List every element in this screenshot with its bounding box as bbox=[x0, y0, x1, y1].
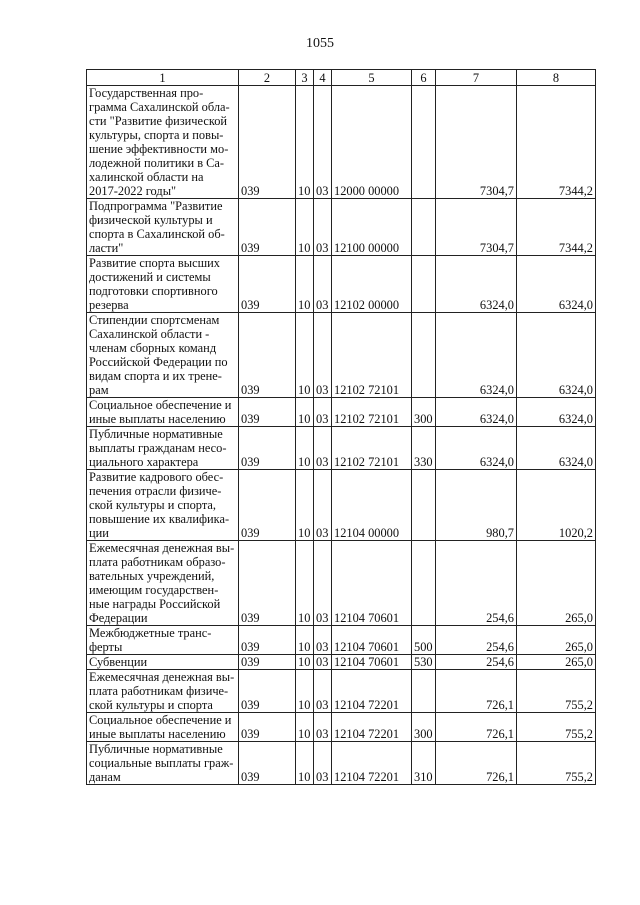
row-cell-c5: 12104 70601 bbox=[332, 626, 412, 655]
row-name-line: повышение их квалифика- bbox=[89, 512, 230, 526]
row-name-line: Подпрограмма "Развитие bbox=[89, 199, 223, 213]
row-name-cell bbox=[87, 398, 239, 427]
row-cell-c2: 039 bbox=[239, 199, 296, 256]
row-name-line: Стипендии спортсменам bbox=[89, 313, 220, 327]
row-name-line: Публичные нормативные bbox=[89, 427, 223, 441]
row-cell-c2: 039 bbox=[239, 655, 296, 670]
row-cell-c8: 6324,0 bbox=[517, 256, 596, 313]
row-name-line: рам bbox=[89, 383, 109, 397]
row-cell-c8: 265,0 bbox=[517, 655, 596, 670]
row-cell-c4: 03 bbox=[314, 626, 332, 655]
row-name-line: Развитие спорта высших bbox=[89, 256, 220, 270]
row-cell-c5: 12104 70601 bbox=[332, 541, 412, 626]
row-cell-c4: 03 bbox=[314, 427, 332, 470]
row-cell-c8: 6324,0 bbox=[517, 427, 596, 470]
row-name-cell bbox=[87, 256, 239, 313]
row-name-line: подготовки спортивного bbox=[89, 284, 218, 298]
row-cell-c5: 12102 72101 bbox=[332, 398, 412, 427]
table-row bbox=[87, 470, 596, 541]
row-cell-c7: 7304,7 bbox=[436, 86, 517, 199]
row-name-line: резерва bbox=[89, 298, 129, 312]
row-cell-c7: 6324,0 bbox=[436, 256, 517, 313]
header-row bbox=[87, 70, 596, 86]
table-row bbox=[87, 256, 596, 313]
row-cell-c5: 12102 72101 bbox=[332, 313, 412, 398]
table-row bbox=[87, 313, 596, 398]
row-name-line: спорта в Сахалинской об- bbox=[89, 227, 225, 241]
row-cell-c7: 726,1 bbox=[436, 742, 517, 785]
row-cell-c6: 310 bbox=[412, 742, 436, 785]
row-name-line: иные выплаты населению bbox=[89, 727, 226, 741]
row-name-line: грамма Сахалинской обла- bbox=[89, 100, 230, 114]
row-cell-c4: 03 bbox=[314, 742, 332, 785]
row-cell-c6: 300 bbox=[412, 398, 436, 427]
row-name-line: ные награды Российской bbox=[89, 597, 221, 611]
header-cell: 1 bbox=[87, 70, 239, 86]
row-cell-c6 bbox=[412, 86, 436, 199]
row-name-line: Развитие кадрового обес- bbox=[89, 470, 224, 484]
row-cell-c3: 10 bbox=[296, 86, 314, 199]
row-name-line: Публичные нормативные bbox=[89, 742, 223, 756]
row-name-cell bbox=[87, 670, 239, 713]
row-cell-c5: 12102 00000 bbox=[332, 256, 412, 313]
header-cell: 7 bbox=[436, 70, 517, 86]
row-cell-c3: 10 bbox=[296, 626, 314, 655]
row-name-line: шение эффективности мо- bbox=[89, 142, 229, 156]
row-cell-c7: 726,1 bbox=[436, 670, 517, 713]
row-cell-c8: 6324,0 bbox=[517, 398, 596, 427]
header-cell: 8 bbox=[517, 70, 596, 86]
row-cell-c6: 530 bbox=[412, 655, 436, 670]
row-cell-c2: 039 bbox=[239, 427, 296, 470]
row-cell-c3: 10 bbox=[296, 470, 314, 541]
row-cell-c4: 03 bbox=[314, 86, 332, 199]
row-cell-c8: 7344,2 bbox=[517, 199, 596, 256]
row-name-line: данам bbox=[89, 770, 121, 784]
table-row bbox=[87, 398, 596, 427]
row-name-line: Федерации bbox=[89, 611, 148, 625]
row-name-line: ферты bbox=[89, 640, 123, 654]
row-cell-c3: 10 bbox=[296, 742, 314, 785]
row-name-line: культуры, спорта и повы- bbox=[89, 128, 224, 142]
row-name-line: Российской Федерации по bbox=[89, 355, 228, 369]
table-row bbox=[87, 541, 596, 626]
table-row bbox=[87, 713, 596, 742]
table-row bbox=[87, 86, 596, 199]
row-cell-c3: 10 bbox=[296, 541, 314, 626]
row-cell-c2: 039 bbox=[239, 670, 296, 713]
row-name-cell bbox=[87, 541, 239, 626]
row-cell-c6 bbox=[412, 199, 436, 256]
row-cell-c4: 03 bbox=[314, 398, 332, 427]
row-cell-c2: 039 bbox=[239, 313, 296, 398]
row-cell-c7: 254,6 bbox=[436, 541, 517, 626]
table-row bbox=[87, 742, 596, 785]
row-cell-c5: 12104 70601 bbox=[332, 655, 412, 670]
row-cell-c2: 039 bbox=[239, 713, 296, 742]
header-cell: 5 bbox=[332, 70, 412, 86]
row-name-line: Социальное обеспечение и bbox=[89, 713, 232, 727]
table-row bbox=[87, 655, 596, 670]
row-cell-c8: 7344,2 bbox=[517, 86, 596, 199]
row-name-line: плата работникам физиче- bbox=[89, 684, 229, 698]
row-name-cell bbox=[87, 199, 239, 256]
row-name-line: Сахалинской области - bbox=[89, 327, 210, 341]
row-name-line: ской культуры и спорта bbox=[89, 698, 213, 712]
row-cell-c6: 330 bbox=[412, 427, 436, 470]
page-number: 1055 bbox=[306, 36, 334, 51]
row-cell-c2: 039 bbox=[239, 541, 296, 626]
row-cell-c5: 12100 00000 bbox=[332, 199, 412, 256]
table-row bbox=[87, 626, 596, 655]
row-name-line: плата работникам образо- bbox=[89, 555, 226, 569]
row-cell-c2: 039 bbox=[239, 626, 296, 655]
row-cell-c3: 10 bbox=[296, 313, 314, 398]
row-cell-c3: 10 bbox=[296, 713, 314, 742]
row-name-line: циального характера bbox=[89, 455, 199, 469]
row-cell-c4: 03 bbox=[314, 541, 332, 626]
row-cell-c6 bbox=[412, 256, 436, 313]
row-cell-c2: 039 bbox=[239, 470, 296, 541]
row-cell-c3: 10 bbox=[296, 670, 314, 713]
row-name-cell bbox=[87, 742, 239, 785]
row-cell-c5: 12104 72201 bbox=[332, 670, 412, 713]
row-name-line: выплаты гражданам несо- bbox=[89, 441, 227, 455]
row-name-line: ции bbox=[89, 526, 109, 540]
row-cell-c6: 500 bbox=[412, 626, 436, 655]
row-name-line: Межбюджетные транс- bbox=[89, 626, 212, 640]
row-name-line: имеющим государствен- bbox=[89, 583, 219, 597]
row-name-cell bbox=[87, 313, 239, 398]
row-cell-c5: 12104 00000 bbox=[332, 470, 412, 541]
row-cell-c8: 265,0 bbox=[517, 626, 596, 655]
row-name-line: ласти" bbox=[89, 241, 124, 255]
row-cell-c5: 12104 72201 bbox=[332, 713, 412, 742]
row-name-cell bbox=[87, 470, 239, 541]
table-row bbox=[87, 199, 596, 256]
budget-table bbox=[86, 69, 596, 785]
row-cell-c8: 755,2 bbox=[517, 742, 596, 785]
row-cell-c8: 6324,0 bbox=[517, 313, 596, 398]
row-name-cell bbox=[87, 427, 239, 470]
row-cell-c4: 03 bbox=[314, 670, 332, 713]
row-name-line: халинской области на bbox=[89, 170, 204, 184]
row-cell-c4: 03 bbox=[314, 655, 332, 670]
row-cell-c6 bbox=[412, 670, 436, 713]
row-cell-c7: 254,6 bbox=[436, 655, 517, 670]
table-body bbox=[87, 86, 596, 785]
row-cell-c7: 6324,0 bbox=[436, 427, 517, 470]
table-row bbox=[87, 670, 596, 713]
header-cell: 3 bbox=[296, 70, 314, 86]
row-name-cell bbox=[87, 626, 239, 655]
row-cell-c2: 039 bbox=[239, 398, 296, 427]
header-cell: 6 bbox=[412, 70, 436, 86]
row-name-line: физической культуры и bbox=[89, 213, 213, 227]
row-name-line: Ежемесячная денежная вы- bbox=[89, 670, 235, 684]
row-cell-c3: 10 bbox=[296, 199, 314, 256]
row-name-line: ской культуры и спорта, bbox=[89, 498, 216, 512]
row-cell-c6 bbox=[412, 541, 436, 626]
row-cell-c7: 726,1 bbox=[436, 713, 517, 742]
row-name-line: печения отрасли физиче- bbox=[89, 484, 222, 498]
row-cell-c4: 03 bbox=[314, 470, 332, 541]
row-cell-c2: 039 bbox=[239, 86, 296, 199]
row-name-cell bbox=[87, 86, 239, 199]
row-name-line: видам спорта и их трене- bbox=[89, 369, 222, 383]
row-cell-c6: 300 bbox=[412, 713, 436, 742]
row-name-line: вательных учреждений, bbox=[89, 569, 215, 583]
row-name-line: Государственная про- bbox=[89, 86, 204, 100]
row-cell-c7: 7304,7 bbox=[436, 199, 517, 256]
row-name-line: лодежной политики в Са- bbox=[89, 156, 225, 170]
row-cell-c8: 755,2 bbox=[517, 713, 596, 742]
header-cell: 4 bbox=[314, 70, 332, 86]
row-name-line: членам сборных команд bbox=[89, 341, 217, 355]
row-cell-c8: 1020,2 bbox=[517, 470, 596, 541]
row-cell-c5: 12102 72101 bbox=[332, 427, 412, 470]
row-name-line: сти "Развитие физической bbox=[89, 114, 228, 128]
row-cell-c7: 6324,0 bbox=[436, 313, 517, 398]
row-name-line: Субвенции bbox=[89, 655, 148, 669]
row-name-line: социальные выплаты граж- bbox=[89, 756, 234, 770]
row-name-line: 2017-2022 годы" bbox=[89, 184, 177, 198]
row-cell-c4: 03 bbox=[314, 256, 332, 313]
row-cell-c2: 039 bbox=[239, 742, 296, 785]
row-name-line: Социальное обеспечение и bbox=[89, 398, 232, 412]
row-cell-c6 bbox=[412, 470, 436, 541]
row-cell-c7: 6324,0 bbox=[436, 398, 517, 427]
row-cell-c3: 10 bbox=[296, 655, 314, 670]
row-cell-c2: 039 bbox=[239, 256, 296, 313]
row-cell-c4: 03 bbox=[314, 713, 332, 742]
row-name-line: достижений и системы bbox=[89, 270, 211, 284]
row-cell-c5: 12000 00000 bbox=[332, 86, 412, 199]
row-cell-c3: 10 bbox=[296, 398, 314, 427]
row-cell-c7: 980,7 bbox=[436, 470, 517, 541]
row-cell-c3: 10 bbox=[296, 427, 314, 470]
row-cell-c5: 12104 72201 bbox=[332, 742, 412, 785]
row-cell-c8: 755,2 bbox=[517, 670, 596, 713]
table-row bbox=[87, 427, 596, 470]
row-name-cell bbox=[87, 713, 239, 742]
row-name-cell bbox=[87, 655, 239, 670]
row-cell-c7: 254,6 bbox=[436, 626, 517, 655]
row-cell-c4: 03 bbox=[314, 199, 332, 256]
row-cell-c4: 03 bbox=[314, 313, 332, 398]
row-name-line: Ежемесячная денежная вы- bbox=[89, 541, 235, 555]
row-cell-c8: 265,0 bbox=[517, 541, 596, 626]
row-name-line: иные выплаты населению bbox=[89, 412, 226, 426]
row-cell-c3: 10 bbox=[296, 256, 314, 313]
header-cell: 2 bbox=[239, 70, 296, 86]
row-cell-c6 bbox=[412, 313, 436, 398]
